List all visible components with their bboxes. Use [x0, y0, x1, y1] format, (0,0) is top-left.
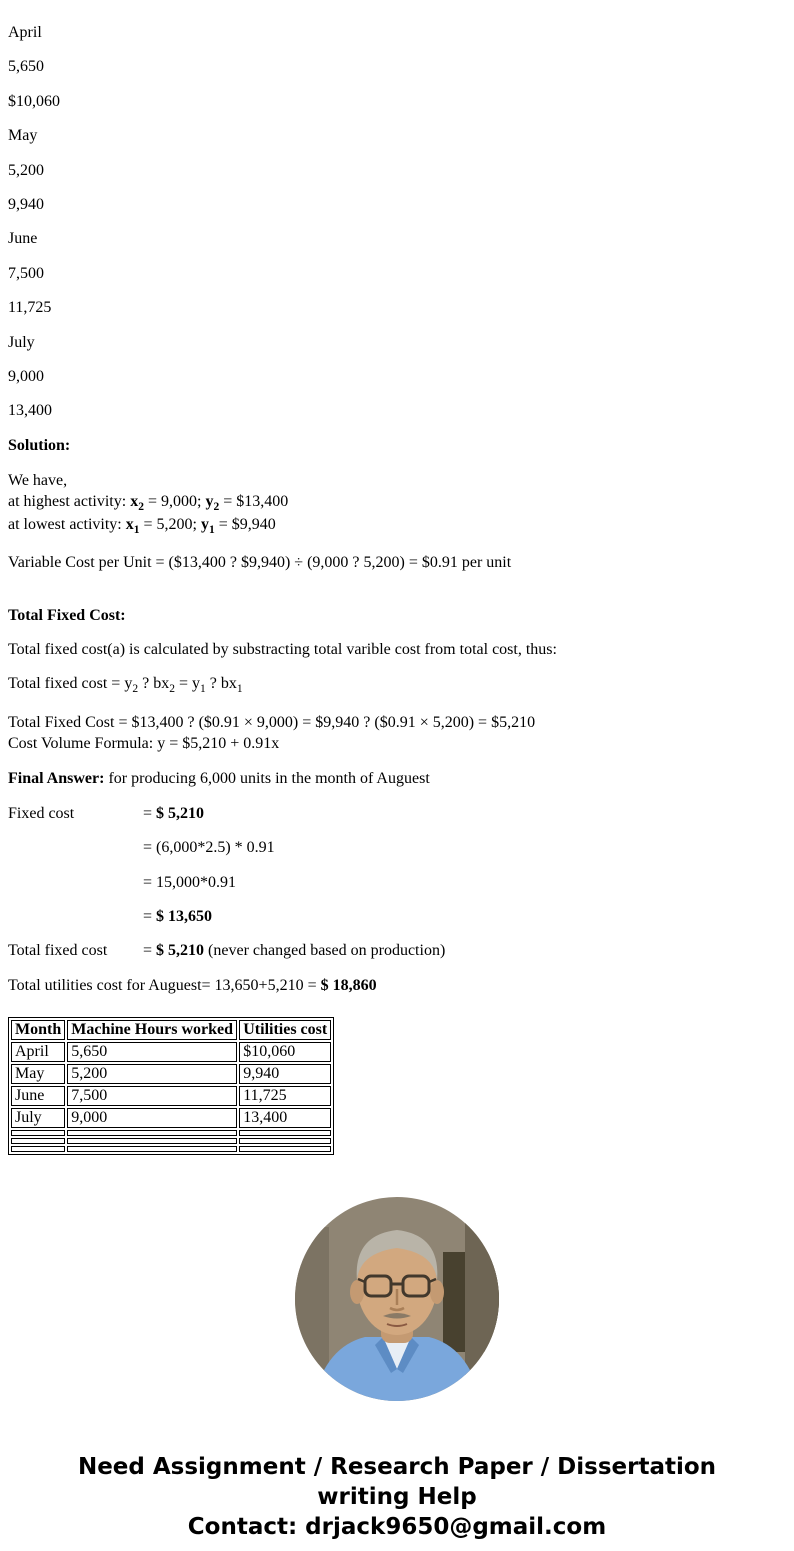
fixed-cost-value: $ 5,210: [156, 804, 205, 822]
doc-line: July: [8, 333, 35, 351]
highest-y-value: = $13,400: [219, 492, 289, 510]
fixed-cost-result-line: [8, 805, 786, 823]
table-cell: 5,650: [67, 1042, 237, 1062]
lowest-activity-line: [8, 516, 276, 537]
table-cell: 5,200: [67, 1064, 237, 1084]
we-have-text: We have,: [8, 472, 68, 490]
formula-part: ? bx: [138, 675, 170, 693]
total-utilities-value: $ 18,860: [320, 976, 377, 994]
final-answer-rest: for producing 6,000 units in the month of Auguest: [104, 770, 430, 788]
table-cell: 13,400: [239, 1108, 331, 1128]
x1-sub: 1: [133, 524, 140, 537]
table-cell: 9,940: [239, 1064, 331, 1084]
cost-volume-formula-line: Cost Volume Formula: y = $5,210 + 0.91x: [8, 734, 280, 752]
x1-term: [125, 516, 140, 537]
cost-summary-table: [8, 1017, 334, 1155]
equals-sign: =: [143, 907, 157, 925]
empty-cell: [67, 1130, 237, 1136]
solution-heading: Solution:: [8, 436, 71, 454]
doc-line: 11,725: [8, 299, 52, 317]
fixed-cost-calc-block: [8, 713, 786, 755]
table-cell: 9,000: [67, 1108, 237, 1128]
y1-var: y: [200, 516, 209, 534]
empty-cell: [67, 1146, 237, 1152]
table-row: [11, 1108, 331, 1128]
y2-sub: 2: [213, 501, 220, 514]
table-cell: July: [11, 1108, 65, 1128]
total-fixed-cost-line: [8, 942, 786, 960]
variable-cost-step2: = 15,000*0.91: [143, 873, 237, 891]
x2-var: x: [130, 492, 139, 510]
table-header-row: [11, 1020, 331, 1040]
formula-sub: 2: [169, 683, 175, 696]
x1-var: x: [125, 516, 134, 534]
fixed-cost-explanation: Total fixed cost(a) is calculated by substracting total varible cost from total cost, thus:: [8, 640, 557, 658]
doc-line: 5,650: [8, 58, 44, 76]
table-row: [11, 1086, 331, 1106]
variable-cost-step1: = (6,000*2.5) * 0.91: [143, 839, 275, 857]
equals-sign: =: [143, 942, 157, 960]
variable-cost-value: $ 13,650: [156, 907, 213, 925]
doc-line: May: [8, 127, 38, 145]
empty-table-row: [11, 1146, 331, 1152]
empty-cell: [239, 1130, 331, 1136]
formula-part: Total fixed cost = y: [8, 675, 133, 693]
final-answer-label: Final Answer:: [8, 770, 105, 788]
doc-line: 5,200: [8, 161, 44, 179]
formula-sub: 1: [236, 683, 243, 696]
doc-line: April: [8, 24, 42, 41]
variable-cost-line: Variable Cost per Unit = ($13,400 ? $9,940) ÷ (9,000 ? 5,200) = $0.91 per unit: [8, 554, 512, 572]
table-cell: May: [11, 1064, 65, 1084]
empty-cell: [11, 1130, 65, 1136]
table-cell: 11,725: [239, 1086, 331, 1106]
fixed-cost-calc-line: Total Fixed Cost = $13,400 ? ($0.91 × 9,000) = $9,940 ? ($0.91 × 5,200) = $5,210: [8, 713, 536, 731]
highest-x-value: = 9,000;: [143, 492, 206, 510]
fixed-cost-formula-line: [8, 675, 786, 696]
doc-line: June: [8, 230, 38, 248]
total-fixed-cost-heading: Total Fixed Cost:: [8, 606, 126, 624]
empty-cell: [11, 1146, 65, 1152]
y1-sub: 1: [208, 524, 215, 537]
lowest-prefix: at lowest activity:: [8, 516, 126, 534]
formula-sub: 1: [200, 683, 206, 696]
contact-line: Contact: drjack9650@gmail.com: [187, 1513, 607, 1540]
equals-sign: =: [143, 804, 157, 822]
total-fixed-note: (never changed based on production): [204, 942, 446, 960]
col-header-machine-hours: Machine Hours worked: [67, 1020, 237, 1040]
empty-cell: [239, 1146, 331, 1152]
given-values-block: [8, 471, 786, 538]
lowest-y-value: = $9,940: [214, 516, 276, 534]
doc-line: 9,940: [8, 195, 44, 213]
final-answer-line: [8, 770, 786, 788]
y2-var: y: [205, 492, 214, 510]
y2-term: [205, 492, 220, 514]
doc-line: $10,060: [8, 92, 60, 110]
table-cell: $10,060: [239, 1042, 331, 1062]
table-row: [11, 1064, 331, 1084]
highest-activity-line: [8, 492, 289, 514]
doc-line: 13,400: [8, 402, 52, 420]
empty-cell: [239, 1138, 331, 1144]
table-cell: 7,500: [67, 1086, 237, 1106]
table-cell: June: [11, 1086, 65, 1106]
lowest-x-value: = 5,200;: [139, 516, 201, 534]
footer: [8, 1453, 786, 1543]
doc-line: 9,000: [8, 367, 44, 385]
formula-part: ? bx: [205, 675, 237, 693]
highest-prefix: at highest activity:: [8, 492, 131, 510]
formula-part: = y: [174, 675, 200, 693]
help-heading: Need Assignment / Research Paper / Dissertation writing Help: [77, 1454, 717, 1510]
empty-table-row: [11, 1130, 331, 1136]
empty-cell: [11, 1138, 65, 1144]
table-row: [11, 1042, 331, 1062]
fixed-cost-label: Fixed cost: [8, 804, 75, 822]
total-utilities-line: [8, 977, 786, 995]
col-header-utilities-cost: Utilities cost: [239, 1020, 331, 1040]
total-fixed-label: Total fixed cost: [8, 942, 108, 960]
formula-sub: 2: [132, 683, 139, 696]
tutor-photo: [295, 1197, 499, 1401]
tutor-photo-graphic: [295, 1197, 499, 1401]
doc-line: 7,500: [8, 264, 44, 282]
col-header-month: Month: [11, 1020, 65, 1040]
empty-table-row: [11, 1138, 331, 1144]
total-fixed-value: $ 5,210: [156, 942, 205, 960]
variable-cost-result-line: [8, 908, 786, 926]
x2-sub: 2: [138, 501, 144, 514]
total-utilities-prefix: Total utilities cost for Auguest= 13,650+5,210 =: [8, 976, 321, 994]
x2-term: [130, 492, 144, 514]
empty-cell: [67, 1138, 237, 1144]
table-cell: April: [11, 1042, 65, 1062]
y1-term: [200, 516, 215, 537]
